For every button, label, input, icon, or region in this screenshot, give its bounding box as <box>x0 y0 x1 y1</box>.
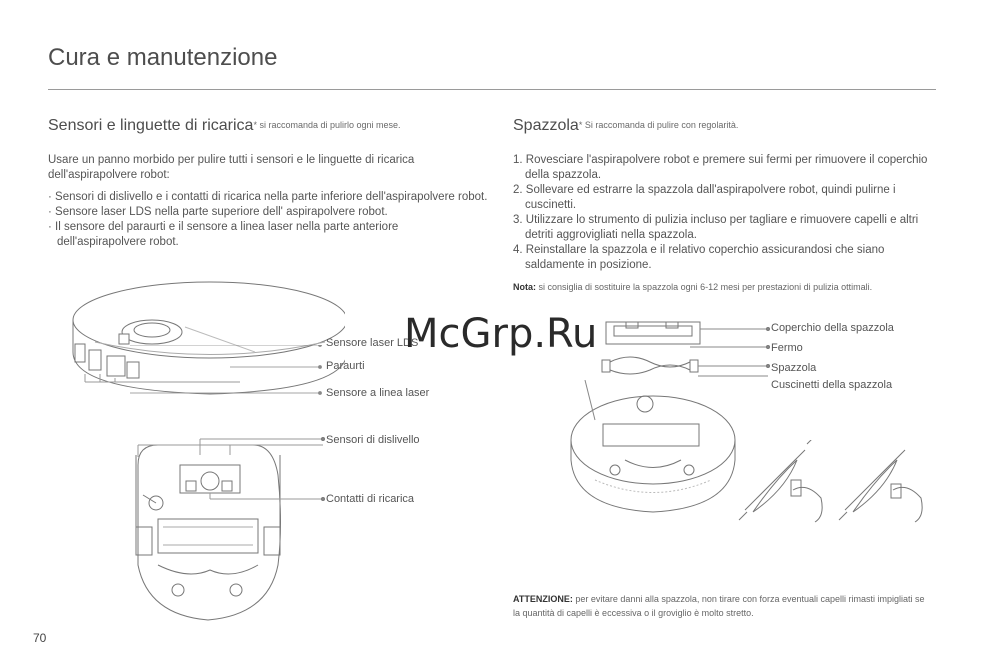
label-charging-contacts: Contatti di ricarica <box>326 493 415 505</box>
sensors-bullet-list <box>48 190 488 250</box>
brush-parts-illustration <box>600 318 775 380</box>
brush-step: 1. Rovesciare l'aspirapolvere robot e premere sui fermi per rimuovere il coperchio della spazzola. <box>513 154 928 181</box>
brush-step: 4. Reinstallare la spazzola e il relativo coperchio assicurandosi che siano saldamente in posizione. <box>513 244 885 271</box>
watermark: McGrp.Ru <box>404 311 598 357</box>
robot-underside-illustration <box>565 380 740 520</box>
label-line-laser: Sensore a linea laser <box>326 387 430 399</box>
sensors-heading-text: Sensori e linguette di ricarica <box>48 117 254 134</box>
page-title: Cura e manutenzione <box>48 44 278 71</box>
robot-bottom-illustration <box>128 435 333 635</box>
brush-steps <box>513 153 943 273</box>
robot-top-leader-lines <box>130 345 330 405</box>
page-number: 70 <box>33 631 47 645</box>
sensors-intro: Usare un panno morbido per pulire tutti i sensori e le linguette di ricarica dell'aspirapolvere robot: <box>48 154 415 181</box>
brush-note-text: si consiglia di sostituire la spazzola ogni 6-12 mesi per prestazioni di pulizia ottimali. <box>538 282 873 292</box>
label-cliff-sensors: Sensori di dislivello <box>326 434 420 446</box>
label-brush-cover: Coperchio della spazzola <box>771 322 894 334</box>
brush-cleaning-illustration <box>735 440 935 525</box>
label-latch: Fermo <box>771 342 803 354</box>
brush-step: 2. Sollevare ed estrarre la spazzola dall'aspirapolvere robot, quindi pulirne i cuscinetti. <box>513 184 896 211</box>
sensors-bullet: · Il sensore del paraurti e il sensore a linea laser nella parte anteriore dell'aspirapolvere robot. <box>48 221 399 248</box>
label-brush-bearings: Cuscinetti della spazzola <box>771 379 893 391</box>
brush-note <box>513 280 943 294</box>
sensors-bullet: · Sensore laser LDS nella parte superiore dell' aspirapolvere robot. <box>48 206 388 218</box>
sensors-heading-note: * si raccomanda di pulirlo ogni mese. <box>253 120 401 130</box>
brush-warning-label: ATTENZIONE: <box>513 594 573 604</box>
brush-warning <box>513 592 933 620</box>
brush-warning-text: per evitare danni alla spazzola, non tirare con forza eventuali capelli rimasti impigliati se la quantità di capelli è eccessiva o il groviglio è molto stretto. <box>513 594 925 618</box>
label-bumper: Paraurti <box>326 360 365 372</box>
label-lds-sensor: Sensore laser LDS <box>326 337 419 349</box>
brush-heading <box>513 117 738 135</box>
brush-heading-note: * Si raccomanda di pulire con regolarità. <box>578 120 739 130</box>
brush-note-label: Nota: <box>513 282 536 292</box>
sensors-bullet: · Sensori di dislivello e i contatti di ricarica nella parte inferiore dell'aspirapolvere robot. <box>48 191 488 203</box>
label-brush: Spazzola <box>771 362 817 374</box>
brush-heading-text: Spazzola <box>513 117 579 134</box>
sensors-heading <box>48 117 401 135</box>
sensors-body <box>48 153 488 250</box>
brush-step-list <box>513 153 943 273</box>
title-divider <box>48 89 936 90</box>
brush-step: 3. Utilizzare lo strumento di pulizia incluso per tagliare e rimuovere capelli e altri detriti aggrovigliati nella spazzola. <box>513 214 919 241</box>
